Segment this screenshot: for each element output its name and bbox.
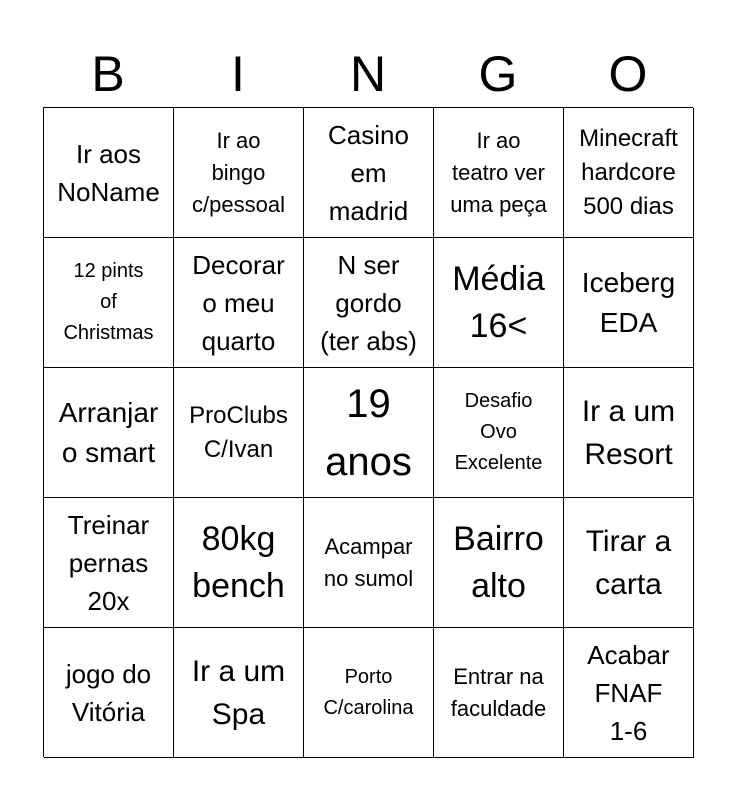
cell-text: 12 pints of Christmas: [63, 260, 154, 344]
bingo-cell-r1c5[interactable]: [564, 108, 694, 238]
bingo-board: [43, 107, 693, 757]
cell-text: Casino em madrid: [328, 119, 409, 226]
header-letter-n: N: [349, 46, 387, 102]
cell-text: ProClubs C/Ivan: [189, 401, 288, 463]
cell-text: Acabar FNAF 1-6: [587, 639, 670, 746]
bingo-cell-r1c1[interactable]: [44, 108, 174, 238]
bingo-cell-r3c3[interactable]: [304, 368, 434, 498]
header-letter-g: G: [478, 46, 518, 102]
cell-text: Minecraft hardcore 500 dias: [579, 124, 678, 220]
bingo-cell-r1c4[interactable]: [434, 108, 564, 238]
bingo-cell-r5c1[interactable]: [44, 628, 174, 758]
header-letter-i: I: [231, 46, 245, 102]
bingo-cell-r5c4[interactable]: [434, 628, 564, 758]
bingo-cell-r5c5[interactable]: [564, 628, 694, 758]
cell-text: Média 16<: [452, 259, 545, 345]
cell-text: Tirar a carta: [585, 524, 672, 601]
bingo-cell-r2c2[interactable]: [174, 238, 304, 368]
bingo-cell-r5c3[interactable]: [304, 628, 434, 758]
cell-text: 80kg bench: [192, 519, 285, 605]
cell-text: Entrar na faculdade: [450, 663, 547, 721]
cell-text: 19 anos: [325, 381, 412, 484]
cell-text: Porto C/carolina: [323, 665, 414, 719]
cell-text: Desafio Ovo Excelente: [454, 390, 543, 474]
bingo-cell-r4c1[interactable]: [44, 498, 174, 628]
header-letter-o: O: [608, 46, 648, 102]
cell-text: Ir aos NoName: [57, 138, 160, 207]
cell-text: Ir a um Spa: [191, 654, 286, 731]
cell-text: Acampar no sumol: [323, 533, 414, 591]
header-letter-b: B: [91, 46, 125, 102]
bingo-cell-r2c1[interactable]: [44, 238, 174, 368]
cell-text: Treinar pernas 20x: [67, 509, 150, 616]
bingo-cell-r3c4[interactable]: [434, 368, 564, 498]
bingo-cell-r2c3[interactable]: [304, 238, 434, 368]
cell-text: Decorar o meu quarto: [192, 249, 285, 356]
cell-text: Ir a um Resort: [581, 394, 676, 471]
cell-text: Ir ao bingo c/pessoal: [192, 127, 285, 217]
bingo-cell-r1c3[interactable]: [304, 108, 434, 238]
bingo-cell-r3c5[interactable]: [564, 368, 694, 498]
cell-text: Iceberg EDA: [581, 266, 676, 338]
bingo-cell-r3c1[interactable]: [44, 368, 174, 498]
bingo-cell-r1c2[interactable]: [174, 108, 304, 238]
bingo-cell-r4c2[interactable]: [174, 498, 304, 628]
bingo-cell-r2c4[interactable]: [434, 238, 564, 368]
cell-text: jogo do Vitória: [65, 658, 152, 727]
bingo-cell-r4c5[interactable]: [564, 498, 694, 628]
bingo-cell-r5c2[interactable]: [174, 628, 304, 758]
bingo-cell-r2c5[interactable]: [564, 238, 694, 368]
bingo-cell-r4c4[interactable]: [434, 498, 564, 628]
bingo-cell-r3c2[interactable]: [174, 368, 304, 498]
bingo-cell-r4c3[interactable]: [304, 498, 434, 628]
cell-text: Bairro alto: [453, 519, 544, 605]
cell-text: N ser gordo (ter abs): [320, 249, 417, 356]
cell-text: Arranjar o smart: [58, 396, 159, 468]
cell-text: Ir ao teatro ver uma peça: [450, 127, 547, 217]
bingo-header: [43, 40, 693, 108]
